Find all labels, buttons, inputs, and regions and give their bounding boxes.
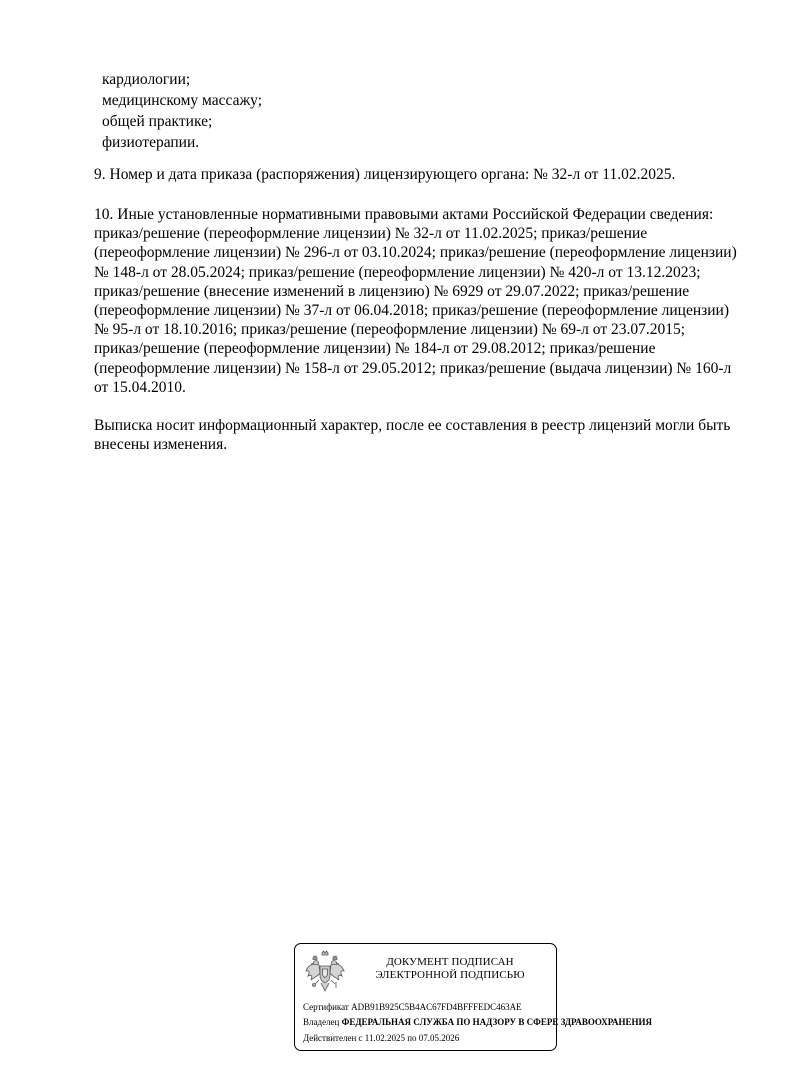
- paragraph-line: внесены изменения.: [94, 436, 228, 454]
- stamp-validity: Действителен с 11.02.2025 по 07.05.2026: [303, 1033, 460, 1043]
- list-item: физиотерапии.: [102, 134, 200, 151]
- stamp-heading: [355, 956, 545, 982]
- section-9-order-number: [94, 165, 754, 184]
- paragraph-line: 9. Номер и дата приказа (распоряжения) лицензирующего органа: № 32-л от 11.02.2025.: [94, 166, 676, 183]
- owner-label: Владелец: [303, 1017, 340, 1027]
- electronic-signature-stamp: [294, 943, 653, 1051]
- paragraph-line: от 15.04.2010.: [94, 378, 186, 396]
- stamp-certificate: [303, 1002, 522, 1013]
- list-item: кардиологии;: [102, 71, 191, 88]
- paragraph-line: Выписка носит информационный характер, после ее составления в реестр лицензий могли быть: [94, 417, 731, 434]
- stamp-owner: [303, 1017, 652, 1028]
- certificate-label: Сертификат: [303, 1002, 349, 1012]
- section-10-other-info: [94, 205, 754, 397]
- paragraph-line: приказ/решение (переоформление лицензии) № 32-л от 11.02.2025; приказ/решение: [94, 225, 648, 243]
- stamp-heading-line: ЭЛЕКТРОННОЙ ПОДПИСЬЮ: [375, 969, 525, 981]
- paragraph-line: 10. Иные установленные нормативными правовыми актами Российской Федерации сведения:: [94, 206, 714, 223]
- paragraph-line: приказ/решение (внесение изменений в лицензию) № 6929 от 29.07.2022; приказ/решение: [94, 282, 690, 300]
- paragraph-line: приказ/решение (переоформление лицензии) № 184-л от 29.08.2012; приказ/решение: [94, 340, 656, 358]
- paragraph-line: (переоформление лицензии) № 158-л от 29.05.2012; приказ/решение (выдача лицензии) № 160-л: [94, 359, 732, 377]
- paragraph-line: (переоформление лицензии) № 37-л от 06.04.2018; приказ/решение (переоформление лицензии): [94, 302, 730, 320]
- paragraph-line: № 95-л от 18.10.2016; приказ/решение (переоформление лицензии) № 69-л от 23.07.2015;: [94, 321, 686, 339]
- paragraph-line: (переоформление лицензии) № 296-л от 03.10.2024; приказ/решение (переоформление лицензии): [94, 244, 737, 262]
- license-activity-list: [102, 69, 262, 153]
- owner-value: ФЕДЕРАЛЬНАЯ СЛУЖБА ПО НАДЗОРУ В СФЕРЕ ЗДРАВООХРАНЕНИЯ: [341, 1017, 653, 1027]
- stamp-heading-line: ДОКУМЕНТ ПОДПИСАН: [386, 956, 514, 968]
- certificate-value: ADB91B925C5B4AC67FD4BFFFEDC463AE: [351, 1002, 522, 1012]
- double-headed-eagle-emblem-icon: [303, 949, 347, 995]
- list-item: медицинскому массажу;: [102, 92, 263, 109]
- list-item: общей практике;: [102, 113, 213, 130]
- paragraph-line: № 148-л от 28.05.2024; приказ/решение (переоформление лицензии) № 420-л от 13.12.2023;: [94, 263, 701, 281]
- extract-disclaimer: [94, 416, 754, 454]
